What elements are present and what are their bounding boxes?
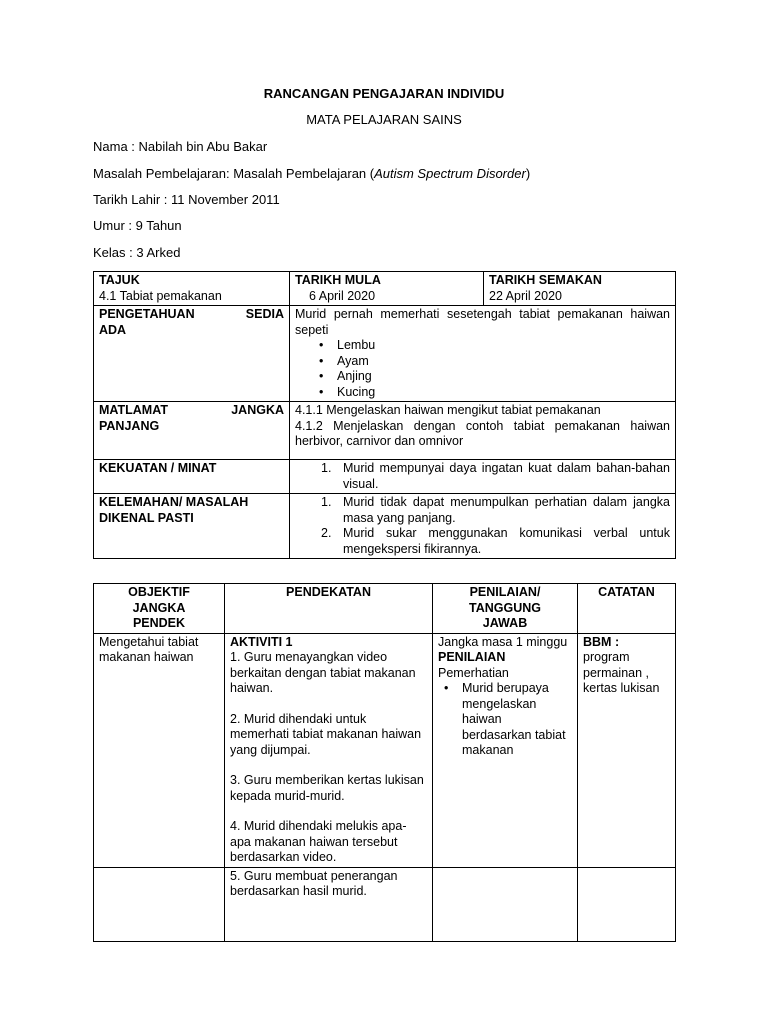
aktiviti-title: AKTIVITI 1 [230,634,293,649]
learning-problem-suffix: ) [525,166,531,181]
kelemahan-label-line2: DIKENAL PASTI [99,510,194,525]
kelemahan-list [295,495,670,557]
pengetahuan-label-line2: ADA [99,322,127,337]
pendekatan-cell-2 [225,867,433,941]
table-row [94,272,676,306]
kekuatan-label-cell [94,460,290,494]
tajuk-label: TAJUK [99,273,140,287]
kelemahan-label-line1: KELEMAHAN/ MASALAH [99,495,249,509]
step-3: 3. Guru memberikan kertas lukisan kepada murid-murid. [230,773,424,803]
tarikh-mula-value: 6 April 2020 [309,288,376,303]
catatan-cell [578,633,676,867]
list-item: • Murid berupaya mengelaskan haiwan berdasarkan tabiat makanan [462,681,572,759]
objektif-cell [94,633,225,867]
pengetahuan-label-cell [94,306,290,402]
pendekatan-cell [225,633,433,867]
tajuk-value: 4.1 Tabiat pemakanan [99,288,222,303]
table-row [94,460,676,494]
empty-cell [433,867,578,941]
lesson-plan-table [93,583,676,942]
list-item: • Kucing [337,385,670,401]
learning-problem-prefix: Masalah Pembelajaran: Masalah Pembelajaran ( [93,166,375,181]
penilaian-list [438,681,572,759]
tajuk-cell [94,272,290,306]
matlamat-item-1: 4.1.1 Mengelaskan haiwan mengikut tabiat pemakanan [295,403,601,417]
birth-date: Tarikh Lahir : 11 November 2011 [93,192,280,207]
list-item: 2. Murid sukar menggunakan komunikasi verbal untuk mengekspersi fikirannya. [321,526,670,556]
pengetahuan-text: Murid pernah memerhati sesetengah tabiat pemakanan haiwan sepeti [295,307,670,337]
matlamat-label-line2: PANJANG [99,418,160,433]
kekuatan-list [295,461,670,492]
tarikh-semakan-label: TARIKH SEMAKAN [489,273,602,287]
table-row [94,633,676,867]
matlamat-content-cell [290,402,676,460]
tarikh-mula-cell [290,272,484,306]
pengetahuan-list [295,338,670,400]
age: Umur : 9 Tahun [93,218,182,233]
header-penilaian: PENILAIAN/ TANGGUNG JAWAB [433,584,578,634]
document-title: RANCANGAN PENGAJARAN INDIVIDU [263,86,505,101]
list-item: • Ayam [337,354,670,370]
table-row [94,306,676,402]
table-row [94,494,676,559]
empty-cell [578,867,676,941]
pemerhatian: Pemerhatian [438,665,509,680]
penilaian-title: PENILAIAN [438,650,506,664]
tarikh-semakan-cell [484,272,676,306]
empty-cell [94,867,225,941]
kekuatan-label: KEKUATAN / MINAT [99,461,217,475]
list-item: • Anjing [337,369,670,385]
student-profile-table [93,271,676,559]
bbm-text: program permainan , kertas lukisan [583,650,660,695]
learning-problem [93,166,530,181]
list-item: • Lembu [337,338,670,354]
tarikh-semakan-value: 22 April 2020 [489,288,562,303]
document-subtitle: MATA PELAJARAN SAINS [306,112,462,127]
step-5: 5. Guru membuat penerangan berdasarkan hasil murid. [230,868,398,898]
student-name: Nama : Nabilah bin Abu Bakar [93,139,268,154]
kelemahan-content-cell [290,494,676,559]
list-item: 1. Murid tidak dapat menumpulkan perhatian dalam jangka masa yang panjang. [321,495,670,525]
kelemahan-label-cell [94,494,290,559]
objektif-text: Mengetahui tabiat makanan haiwan [99,634,199,664]
header-objektif: OBJEKTIF JANGKA PENDEK [94,584,225,634]
header-pendekatan: PENDEKATAN [225,584,433,634]
matlamat-label-cell [94,402,290,460]
table-row [94,867,676,941]
step-1: 1. Guru menayangkan video berkaitan dengan tabiat makanan haiwan. [230,650,416,695]
jangka-masa: Jangka masa 1 minggu [438,634,568,649]
matlamat-item-2: 4.1.2 Menjelaskan dengan contoh tabiat pemakanan haiwan herbivor, carnivor dan omnivor [295,418,670,448]
table-row [94,402,676,460]
learning-problem-italic: Autism Spectrum Disorder [374,166,526,181]
pengetahuan-label-line1: PENGETAHUAN SEDIA [99,307,284,321]
step-2: 2. Murid dihendaki untuk memerhati tabiat makanan haiwan yang dijumpai. [230,711,422,757]
class: Kelas : 3 Arked [93,245,181,260]
bbm-label: BBM : [583,634,620,649]
penilaian-cell [433,633,578,867]
pengetahuan-content-cell [290,306,676,402]
tarikh-mula-label: TARIKH MULA [295,273,381,287]
kekuatan-content-cell [290,460,676,494]
list-item: 1. Murid mempunyai daya ingatan kuat dalam bahan-bahan visual. [321,461,670,491]
header-catatan: CATATAN [578,584,676,634]
table-header-row [94,584,676,634]
step-4: 4. Murid dihendaki melukis apa-apa makanan haiwan tersebut berdasarkan video. [230,819,407,864]
matlamat-label-line1: MATLAMAT JANGKA [99,403,284,417]
